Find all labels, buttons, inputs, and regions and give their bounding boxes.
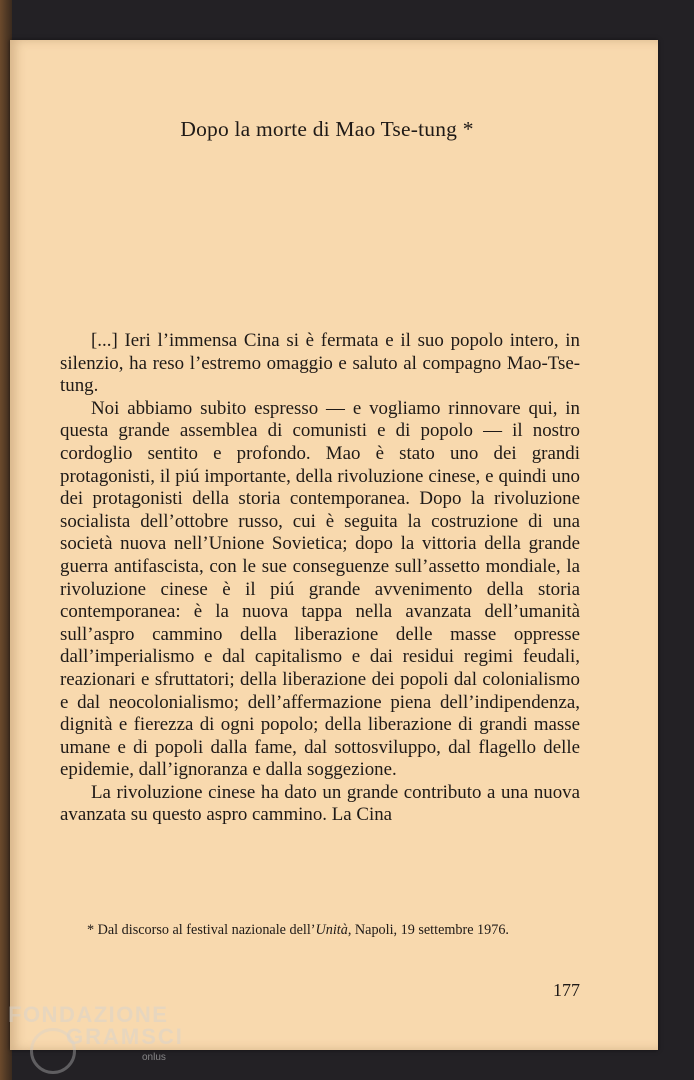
body-text <box>60 330 580 827</box>
book-page <box>10 40 658 1050</box>
fondazione-gramsci-watermark <box>8 1000 208 1072</box>
paragraph: La rivoluzione cinese ha dato un grande contributo a una nuova avanzata su questo aspro cammino. La Cina <box>60 781 580 826</box>
watermark-line-1: FONDAZIONE <box>8 1002 169 1027</box>
paragraph: [...] Ieri l’immensa Cina si è fermata e il suo popolo intero, in silenzio, ha reso l’estremo omaggio e saluto al compagno Mao-Tse-tung. <box>60 330 580 397</box>
paragraph: Noi abbiamo subito espresso — e vogliamo rinnovare qui, in questa grande assemblea di comunisti e di popolo — il nostro cordoglio sentito e profondo. Mao è stato uno dei grandi protagonisti, il piú importante, della rivoluzione cinese, e quindi uno dei protagonisti della storia contemporanea. Dopo la rivoluzione socialista dell’ottobre russo, cui è seguita la costruzione di una società nuova nell’Unione Sovietica; dopo la vittoria della grande guerra antifascista, con le sue conseguenze sull’assetto mondiale, la rivoluzione cinese è il piú grande avvenimento della storia contemporanea: è la nuova tappa nella avanzata dell’umanità sull’aspro cammino della liberazione delle masse oppresse dall’imperialismo e dal capitalismo e dai residui regimi feudali, reazionari e sfruttatori; della liberazione dei popoli dal colonialismo e dal neocolonialismo; dell’affermazione piena dell’indipendenza, dignità e fierezza di ogni popolo; della liberazione di grandi masse umane e di popoli dalla fame, dal sottosviluppo, dal flagello delle epidemie, dall’ignoranza e dalla soggezione. <box>60 397 580 781</box>
footnote-text-start: * Dal discorso al festival nazionale dell’ <box>87 922 316 938</box>
chapter-title: Dopo la morte di Mao Tse-tung * <box>180 117 474 141</box>
watermark-line-2: GRAMSCI <box>66 1024 184 1049</box>
footnote-text-end: , Napoli, 19 settembre 1976. <box>347 922 509 938</box>
page-number: 177 <box>553 980 580 1000</box>
watermark-line-3: onlus <box>142 1052 166 1063</box>
footnote <box>60 921 580 940</box>
footnote-italic-title: Unità <box>315 922 348 938</box>
